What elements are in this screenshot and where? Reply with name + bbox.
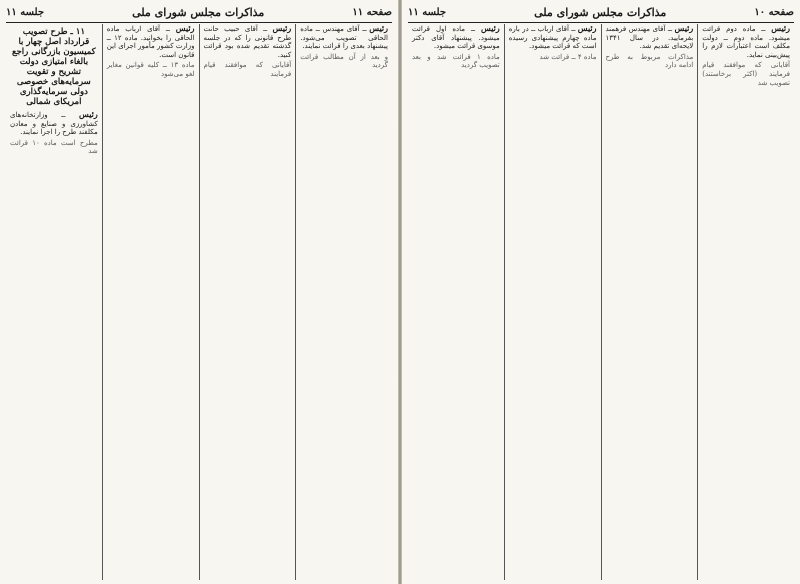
left-column-1: [295, 24, 392, 580]
speaker-label: رئیس: [771, 24, 790, 33]
speaker-label: رئیس: [577, 24, 597, 33]
left-page-number: صفحه ۱۱: [352, 6, 392, 18]
column-text: و بعد از آن مطالب قرائت گردید: [300, 52, 388, 70]
speaker-label: رئیس: [272, 24, 292, 33]
section-heading: ۱۱ ـ طرح تصویب قرارداد اصل چهار با کمیسیون بازرگانی راجع بالغاء امتیازی دولت تشریح و تقویت سرمایه‌های خصوصی دولی سرمایه‌گذاری امریکای شمالی: [12, 27, 96, 107]
column-text: مذاکرات مربوط به طرح ادامه دارد: [605, 52, 694, 70]
column-text: ــ آقای حبیب حانت طرح قانونی را که در جلسه گذشته تقدیم شده بود قرائت کنید.: [203, 25, 292, 59]
speaker-label: رئیس: [175, 24, 195, 33]
left-page-session: جلسه ۱۱: [6, 6, 45, 18]
right-column-1: [697, 24, 794, 580]
column-text: آقایانی که موافقند قیام فرمایند: [203, 61, 292, 78]
column-text: ــ آقای ارباب ماده الحاقی را بخوانید. ماده ۱۲ ــ وزارت کشور مأمور اجرای این قانون است.: [106, 25, 195, 59]
right-columns: [408, 24, 794, 580]
right-page-title: مذاکرات مجلس شورای ملی: [534, 5, 667, 19]
right-page-header: [408, 4, 794, 23]
left-column-3: [102, 24, 199, 580]
left-page: [0, 0, 398, 584]
column-text: ماده ۱۳ ــ کلیه قوانین مغایر لغو می‌شود: [106, 61, 195, 78]
column-text: ماده ۴ ــ قرائت شد: [539, 52, 597, 61]
column-text: ــ آقای ارباب ــ در باره ماده چهارم پیشنهادی رسیده است که قرائت میشود.: [508, 25, 597, 51]
column-text: ــ آقای مهندس ــ ماده الحاقی تصویب می‌شود. پیشنهاد بعدی را قرائت نمایند.: [300, 25, 388, 51]
right-column-2: [601, 24, 698, 580]
right-page: [402, 0, 800, 584]
column-text: ــ وزارتخانه‌های کشاورزی و صنایع و معادن مکلفند طرح را اجرا نمایند.: [10, 111, 98, 137]
column-text: ــ ماده اول قرائت میشود. پیشنهاد آقای دکتر موسوی قرائت میشود.: [412, 25, 500, 51]
column-text: ماده ۱ قرائت شد و بعد تصویب گردید: [412, 52, 500, 70]
left-page-title: مذاکرات مجلس شورای ملی: [132, 5, 265, 19]
right-page-number: صفحه ۱۰: [754, 6, 794, 18]
speaker-label: رئیس: [481, 24, 500, 33]
left-column-2: [199, 24, 296, 580]
column-text: آقایانی که موافقند قیام فرمایند (اکثر برخاستند) تصویب شد: [702, 61, 790, 87]
speaker-label: رئیس: [79, 109, 98, 119]
speaker-label: رئیس: [369, 24, 388, 33]
column-text: ــ ماده دوم قرائت میشود. ماده دوم ــ دولت مکلف است اعتبارات لازم را پیش‌بینی نماید.: [702, 25, 790, 59]
right-column-4: [408, 24, 504, 580]
right-page-session: جلسه ۱۱: [408, 6, 447, 18]
left-page-header: [6, 4, 392, 23]
right-column-3: [504, 24, 601, 580]
speaker-label: رئیس: [674, 24, 694, 33]
column-text: ــ آقای مهندس فرهمند بفرمایید. در سال ۱۳۴۱ لایحه‌ای تقدیم شد.: [605, 25, 694, 51]
column-text: مطرح است ماده ۱۰ قرائت شد: [10, 138, 98, 156]
left-column-4: [6, 24, 102, 580]
left-columns: [6, 24, 392, 580]
